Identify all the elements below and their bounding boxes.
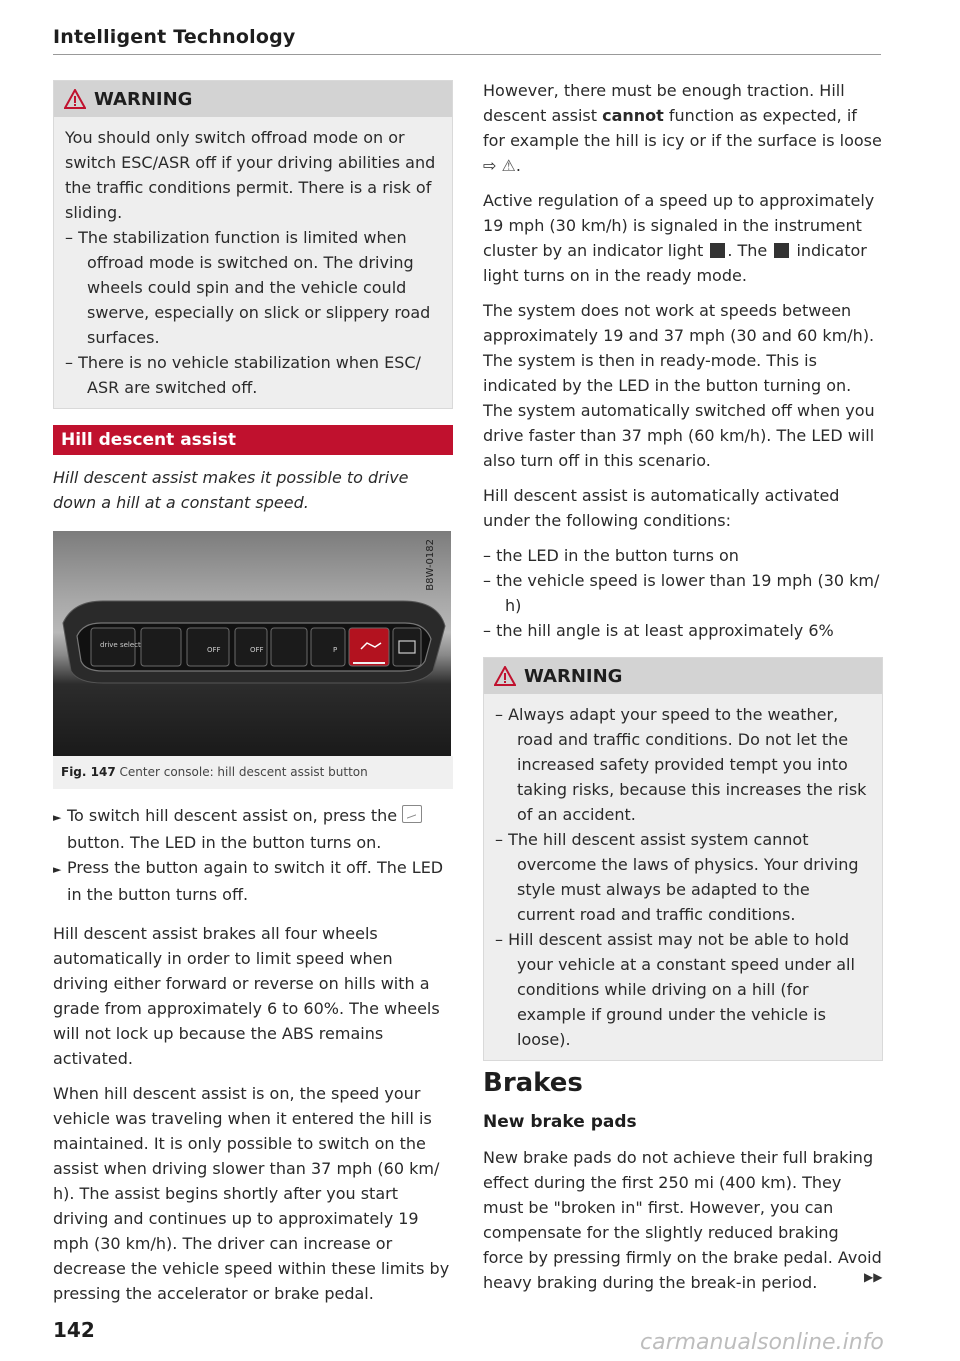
right-column — [483, 78, 883, 1305]
warning-item: – There is no vehicle stabilization when ESC/ ASR are switched off. — [65, 353, 421, 397]
chapter-title-brakes: Brakes — [483, 1068, 583, 1098]
body-paragraph: When hill descent assist is on, the speed your vehicle was traveling when it entered the hill is maintained. It is only possible to switch on the assist when driving slower than 37 mph (60 km/ h). The assist begins shortly after you start driving and continues up to approximately 19 mph (30 km/h). The driver can increase or decrease the vehicle speed within these limits by pressing the accelerator or brake pedal. — [53, 1084, 450, 1303]
condition-item: – the LED in the button turns on — [483, 546, 739, 565]
warning-title: WARNING — [524, 665, 623, 687]
page-number: 142 — [53, 1318, 95, 1342]
hill-descent-button-icon — [402, 805, 422, 823]
left-column — [53, 80, 453, 1316]
body-text: indicator light turns on in the ready mode. — [483, 241, 867, 285]
body-text: function as expected, if for example the hill is icy or if the surface is loose ⇨ — [483, 106, 882, 175]
console-label: OFF — [207, 646, 221, 654]
warning-body — [484, 694, 882, 1060]
body-paragraph: The system does not work at speeds between approximately 19 and 37 mph (30 and 60 km/h). The system is then in ready-mode. This is indicated by the LED in the button turning on. The system automatically switched off when you drive faster than 37 mph (60 km/h). The LED will also turn off in this scenario. — [483, 301, 875, 470]
step-text: To switch hill descent assist on, press the — [67, 806, 398, 825]
condition-item: – the vehicle speed is lower than 19 mph (30 km/ h) — [483, 571, 880, 615]
header-rule — [53, 54, 881, 55]
body-paragraph: Hill descent assist brakes all four wheels automatically in order to limit speed when driving either forward or reverse on hills with a grade from approximately 6 to 60%. The wheels will not lock up because the ABS remains activated. — [53, 924, 440, 1068]
step-arrow-icon: ► — [53, 811, 62, 824]
emphasis-text: cannot — [602, 106, 664, 125]
hill-descent-indicator-icon — [774, 243, 789, 258]
figure-code: B8W-0182 — [425, 539, 436, 591]
subsection-title-new-brake-pads: New brake pads — [483, 1112, 637, 1132]
warning-item: – Hill descent assist may not be able to hold your vehicle at a constant speed under all conditions while driving on a hill (for example if ground under the vehicle is loose). — [495, 930, 855, 1049]
section-intro: Hill descent assist makes it possible to drive down a hill at a constant speed. — [53, 468, 409, 512]
warning-header — [484, 658, 882, 694]
warning-box-hill-descent — [483, 657, 883, 1061]
warning-reference-icon: ⚠ — [501, 156, 516, 175]
body-paragraph: Hill descent assist is automatically activated under the following conditions: — [483, 486, 840, 530]
body-text: . The — [727, 241, 768, 260]
console-label: drive select — [100, 641, 141, 649]
figure-number: Fig. 147 — [61, 765, 116, 779]
step-text: Press the button again to switch it off. The LED in the button turns off. — [67, 858, 444, 904]
hill-descent-indicator-icon — [710, 243, 725, 258]
body-text: Active regulation of a speed up to approximately 19 mph (30 km/h) is signaled in the instrument cluster by an indicator light — [483, 191, 875, 260]
warning-item: – The stabilization function is limited when offroad mode is switched on. The driving wheels could spin and the vehicle could swerve, especially on slick or slippery road surfaces. — [65, 228, 431, 347]
warning-header — [54, 81, 452, 117]
step-item — [53, 803, 453, 855]
condition-item: – the hill angle is at least approximately 6% — [483, 621, 834, 640]
warning-body — [54, 117, 452, 408]
step-text: button. The LED in the button turns on. — [67, 833, 382, 852]
warning-paragraph: You should only switch offroad mode on or switch ESC/ASR off if your driving abilities and the traffic conditions permit. There is a risk of sliding. — [65, 128, 436, 222]
figure-caption-text: Center console: hill descent assist button — [119, 765, 368, 779]
step-arrow-icon: ► — [53, 863, 62, 876]
warning-title: WARNING — [94, 88, 193, 110]
watermark: carmanualsonline.info — [640, 1330, 884, 1355]
continue-arrow-icon: ▶▶ — [864, 1270, 883, 1284]
section-title-hill-descent: Hill descent assist — [53, 425, 453, 455]
warning-triangle-icon — [64, 89, 86, 109]
body-text: However, there must be enough traction. Hill descent assist — [483, 81, 845, 125]
running-header: Intelligent Technology — [53, 26, 296, 48]
figure-center-console — [53, 531, 451, 756]
warning-box-offroad — [53, 80, 453, 409]
body-paragraph — [483, 188, 883, 288]
warning-triangle-icon — [494, 666, 516, 686]
body-paragraph: However, there must be enough traction. Hill descent assist cannot function as expected, if for example the hill is icy or if the surface is loose ⇨ ⚠. — [483, 81, 882, 175]
console-label: OFF — [250, 646, 264, 654]
warning-item: – Always adapt your speed to the weather, road and traffic conditions. Do not let the increased safety provided tempt you into taking risks, because this increases the risk of an accident. — [495, 705, 867, 824]
console-label: P — [333, 646, 338, 654]
step-item — [53, 855, 453, 907]
console-buttons-illustration — [53, 531, 451, 756]
body-paragraph: New brake pads do not achieve their full braking effect during the first 250 mi (400 km). They must be "broken in" first. However, you can compensate for the slightly reduced braking force by pressing firmly on the brake pedal. Avoid heavy braking during the break-in period. — [483, 1148, 882, 1292]
warning-item: – The hill descent assist system cannot overcome the laws of physics. Your driving style must always be adapted to the current road and traffic conditions. — [495, 830, 859, 924]
figure-caption — [53, 756, 453, 789]
